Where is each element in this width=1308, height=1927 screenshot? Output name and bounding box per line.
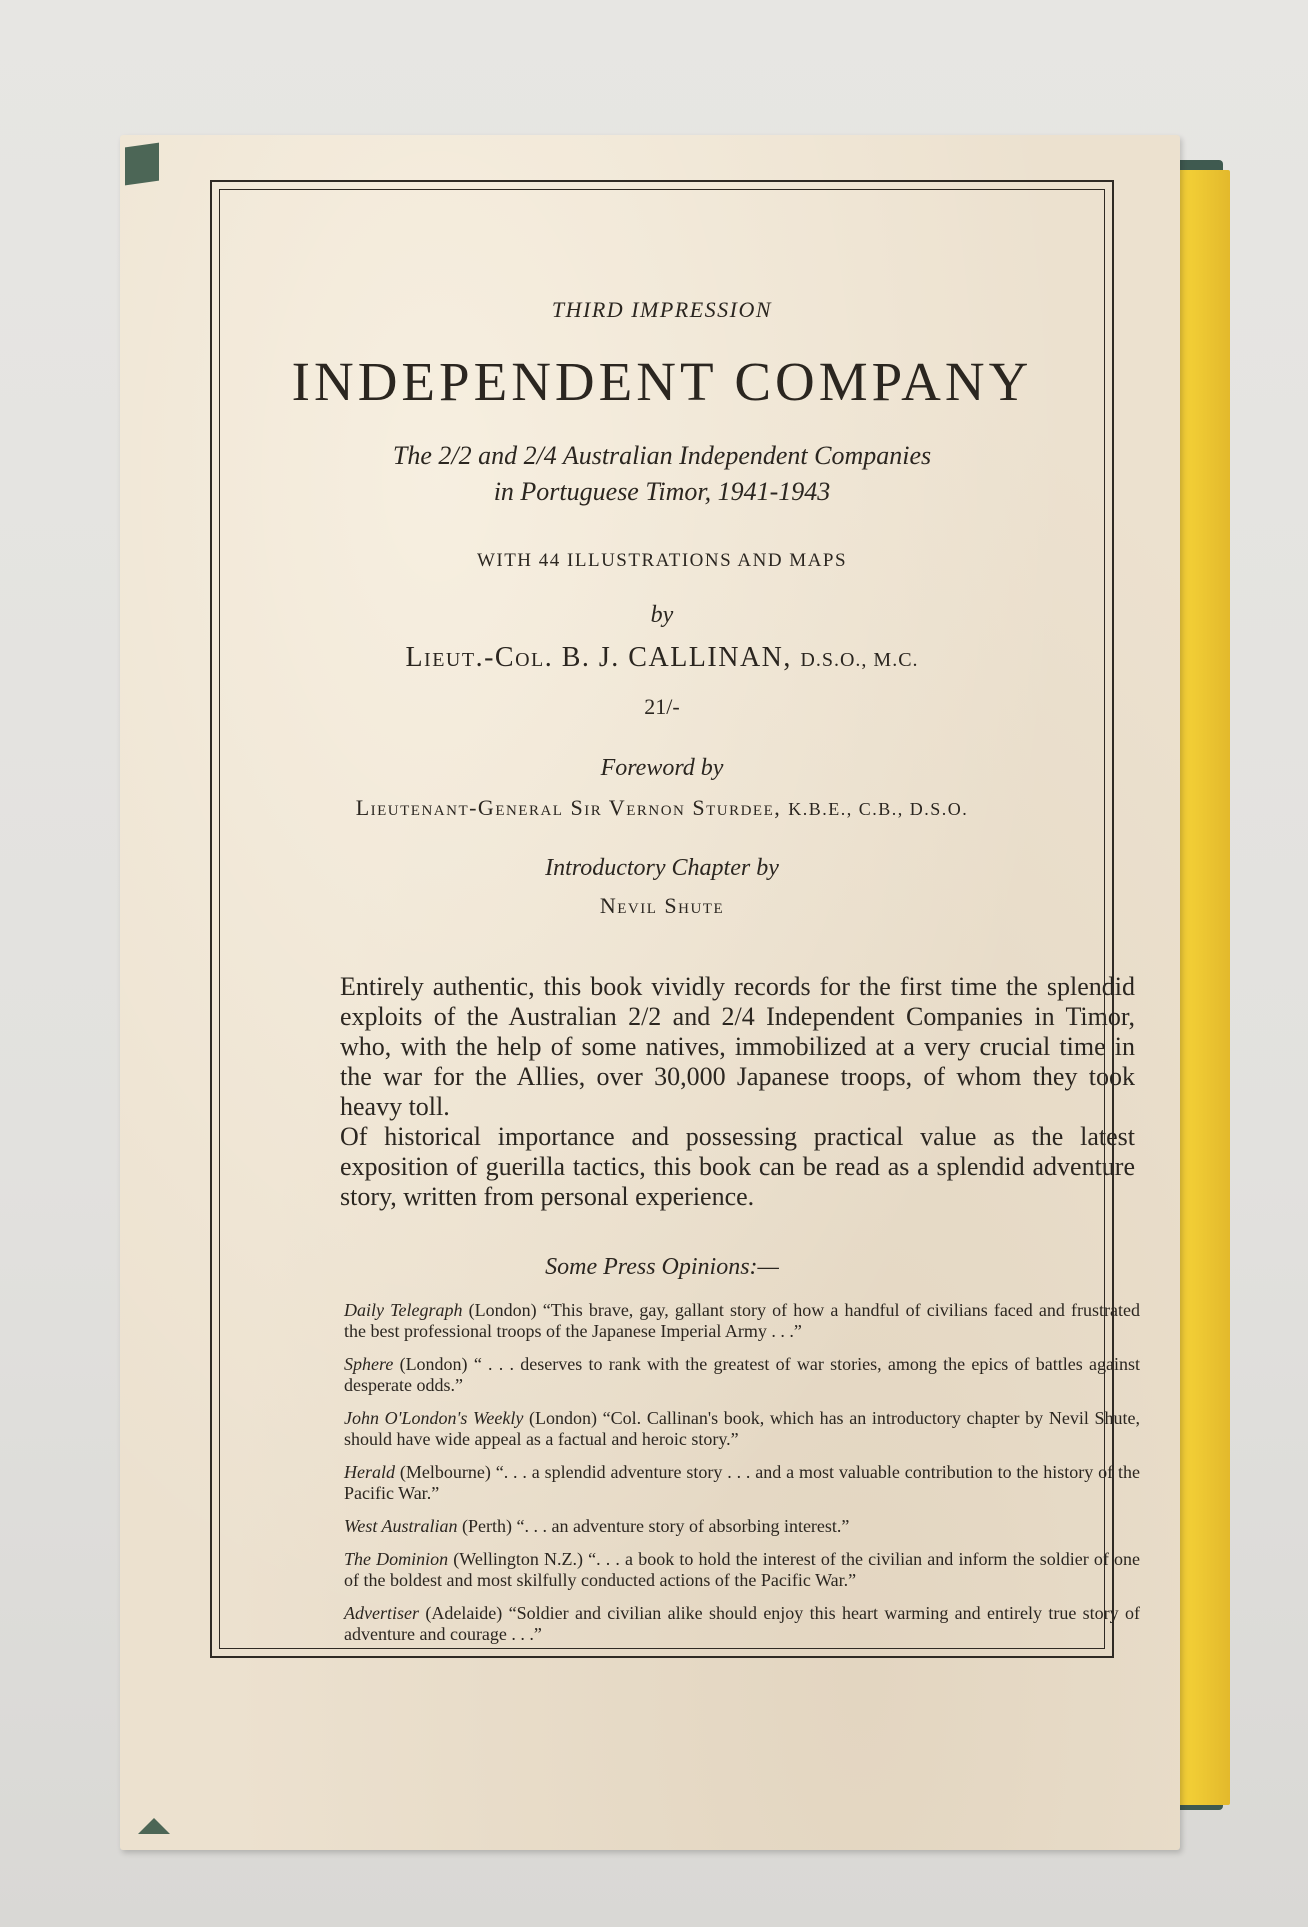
review-quote: “Col. Callinan's book, which has an introductory chapter by Nevil Shute, should have wide appeal as a factual and heroic story.” <box>344 1408 1140 1449</box>
author-name: Lieut.-Col. B. J. CALLINAN, <box>405 642 792 673</box>
review-item <box>344 1603 1140 1645</box>
subtitle-line-2: in Portuguese Timor, 1941-1943 <box>493 477 831 506</box>
press-reviews-list <box>344 1300 1140 1657</box>
author-line <box>212 642 1112 674</box>
review-place: (London) <box>523 1408 603 1428</box>
review-quote: “. . . an adventure story of absorbing interest.” <box>516 1516 850 1536</box>
blurb-paragraph-1: Entirely authentic, this book vividly records for the first time the splendid exploits of the Australian 2/2 and 2/4 Independent Companies in Timor, who, with the help of some natives, immobilized at a very crucial time in the war for the Allies, over 30,000 Japanese troops, of whom they took heavy toll. <box>340 972 1135 1121</box>
jacket-content <box>212 182 1141 1656</box>
intro-chapter-author: Nevil Shute <box>599 893 725 918</box>
by-label: by <box>650 602 674 628</box>
review-item <box>344 1300 1140 1342</box>
review-place: (Adelaide) <box>418 1603 509 1623</box>
review-source: The Dominion <box>344 1549 449 1569</box>
cloth-corner <box>125 143 159 186</box>
review-item <box>344 1408 1140 1450</box>
review-source: John O'London's Weekly <box>344 1408 524 1428</box>
review-item <box>344 1462 1140 1504</box>
author-honours: D.S.O., M.C. <box>800 649 919 671</box>
review-item <box>344 1516 1140 1537</box>
subtitle-line-1: The 2/2 and 2/4 Australian Independent Companies <box>392 441 932 470</box>
review-source: Advertiser <box>344 1603 419 1623</box>
foreword-label: Foreword by <box>600 755 724 781</box>
review-quote: “ . . . deserves to rank with the greatest of war stories, among the epics of battles against desperate odds.” <box>344 1354 1141 1395</box>
double-rule-border <box>210 180 1141 1658</box>
intro-chapter-label: Introductory Chapter by <box>545 855 779 881</box>
review-quote: “. . . a splendid adventure story . . . and a most valuable contribution to the history of the Pacific War.” <box>344 1462 1141 1503</box>
review-quote: “This brave, gay, gallant story of how a handful of civilians faced and frustrated the best professional troops of the Japanese Imperial Army . . .” <box>344 1300 1141 1341</box>
impression-label: THIRD IMPRESSION <box>551 297 773 322</box>
review-source: Sphere <box>344 1354 394 1374</box>
price: 21/- <box>644 694 680 719</box>
review-place: (Melbourne) <box>395 1462 496 1482</box>
review-place: (London) <box>462 1300 543 1320</box>
dust-jacket-back <box>120 135 1180 1850</box>
review-item <box>344 1549 1140 1591</box>
review-source: Herald <box>344 1462 395 1482</box>
illustrations-note: WITH 44 ILLUSTRATIONS AND MAPS <box>476 550 848 571</box>
review-place: (Wellington N.Z.) <box>448 1549 589 1569</box>
blurb <box>340 972 1135 1212</box>
blurb-paragraph-2: Of historical importance and possessing practical value as the latest exposition of guerilla tactics, this book can be read as a splendid adventure story, written from personal experience. <box>340 1122 1135 1211</box>
review-source: Daily Telegraph <box>344 1300 463 1320</box>
cloth-corner-bottom <box>138 1818 170 1834</box>
review-quote: “Soldier and civilian alike should enjoy this heart warming and entirely true story of adventure and courage . . .” <box>344 1603 1140 1644</box>
press-opinions-heading: Some Press Opinions:— <box>545 1254 779 1280</box>
book-subtitle <box>212 438 1112 510</box>
book-title: INDEPENDENT COMPANY <box>291 351 1033 412</box>
foreword-name: Lieutenant-General Sir Vernon Sturdee, <box>355 795 782 820</box>
review-place: (Perth) <box>457 1516 517 1536</box>
foreword-honours: K.B.E., C.B., D.S.O. <box>788 799 969 819</box>
review-place: (London) <box>393 1354 474 1374</box>
review-source: West Australian <box>344 1516 458 1536</box>
review-item <box>344 1354 1140 1396</box>
foreword-author <box>212 795 1112 821</box>
review-quote: “. . . a book to hold the interest of the civilian and inform the soldier of one of the boldest and most skilfully conducted actions of the Pacific War.” <box>344 1549 1140 1590</box>
